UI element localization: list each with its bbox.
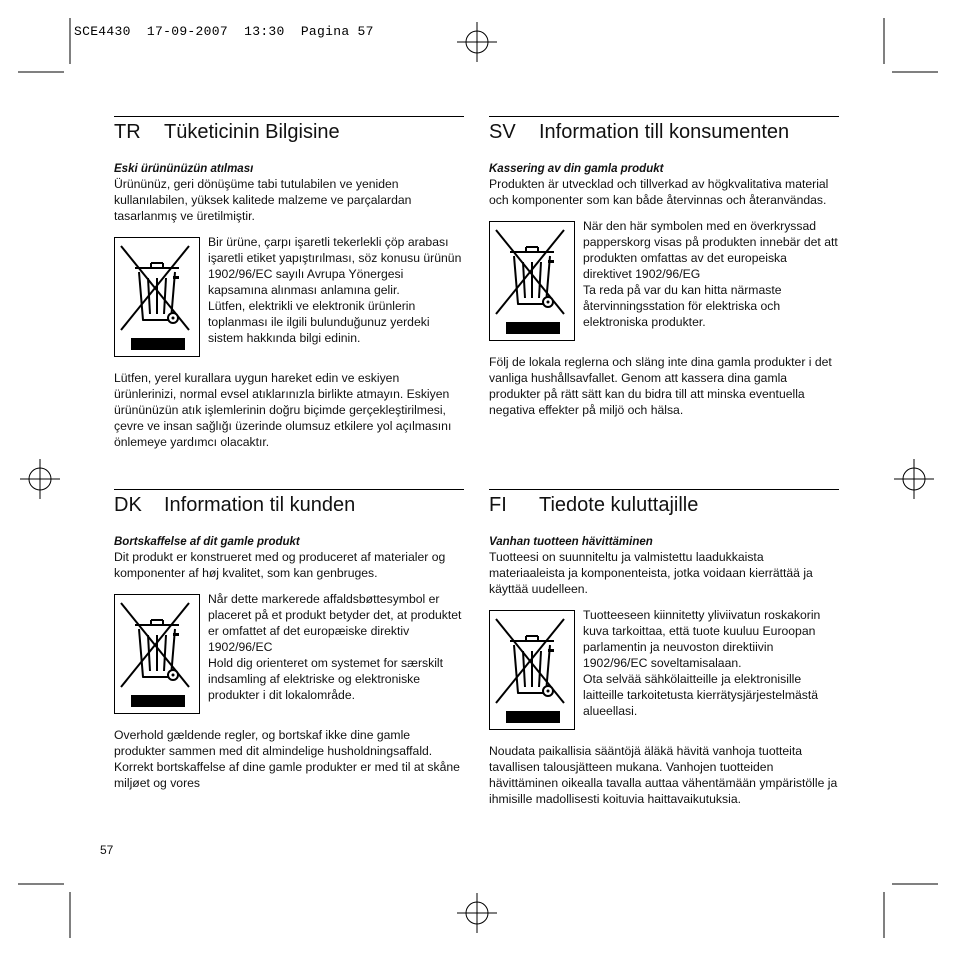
intro-paragraph: Ürününüz, geri dönüşüme tabi tutulabilen ve yeniden kullanılabilen, yüksek kalitede malzeme ve parçalardan tasarlanmış ve üretilmiştir. [114, 177, 412, 223]
symbol-block [114, 237, 464, 357]
section-heading [489, 489, 839, 530]
language-code: FI [489, 494, 507, 516]
language-code: DK [114, 494, 142, 516]
section-subtitle: Vanhan tuotteen hävittäminen [489, 536, 653, 548]
intro-paragraph: Tuotteesi on suunniteltu ja valmistettu laadukkaista materiaaleista ja komponenteista, jotka voidaan kierrättää ja käyttää uudelleen. [489, 550, 813, 596]
intro-paragraph: Dit produkt er konstrueret med og produceret af materialer og komponenter af høj kvalitet, som kan genbruges. [114, 550, 446, 580]
outro-paragraph: Overhold gældende regler, og bortskaf ikke dine gamle produkter sammen med dit almindelige husholdningsaffald. Korrekt bortskaffelse af dine gamle produkter er med til at skåne miljøet og vores [114, 728, 460, 790]
crossed-out-wheelie-bin-icon [114, 594, 200, 714]
page-number: 57 [100, 843, 114, 857]
section-title: Information till konsumenten [539, 121, 790, 143]
section-tr [114, 116, 464, 450]
section-title: Tiedote kuluttajille [539, 494, 699, 516]
registration-target-icon [20, 459, 60, 499]
symbol-block [114, 594, 464, 714]
symbol-paragraph: Bir ürüne, çarpı işaretli tekerlekli çöp arabası işaretli etiket yapıştırılması, söz konusu ürünün 1902/96/EC sayılı Avrupa Yönergesi kapsamına alınması anlamına gelir. Lütfen, elektrikli ve elektronik ürünlerin toplanması ile ilgili bulunduğunuz yerdeki sistem hakkında bilgi edinin. [208, 235, 462, 345]
section-subtitle: Bortskaffelse af dit gamle produkt [114, 536, 300, 548]
outro-paragraph: Lütfen, yerel kurallara uygun hareket edin ve eskiyen ürünlerinizi, normal evsel atıklarınızla birlikte atmayın. Eskiyen ürününüzün atık işlemlerinin doğru biçimde gerçekleştirilmesi, çevre ve insan sağlığı üzerinde olumsuz etkilere yol açılmasını önlemeye yardımcı olacaktır. [114, 371, 452, 449]
registration-target-icon [457, 22, 497, 62]
outro-paragraph: Följ de lokala reglerna och släng inte dina gamla produkter i det vanliga hushållsavfallet. Genom att kassera dina gamla produkter på rätt sätt kan du bidra till att minska eventuella negativa effekter på miljö och hälsa. [489, 355, 832, 417]
language-code: SV [489, 121, 516, 143]
section-subtitle: Kassering av din gamla produkt [489, 163, 664, 175]
symbol-block [489, 610, 839, 730]
symbol-paragraph: Når dette markerede affaldsbøttesymbol er placeret på et produkt betyder det, at produktet er omfattet af det europæiske direktiv 1902/96/EC Hold dig orienteret om systemet for særskilt indsamling af elektriske og elektroniske produkter i dit lokalområde. [208, 592, 462, 702]
language-code: TR [114, 121, 141, 143]
crossed-out-wheelie-bin-icon [489, 221, 575, 341]
section-dk [114, 489, 464, 791]
section-subtitle: Eski ürününüzün atılması [114, 163, 254, 175]
section-heading [114, 489, 464, 530]
section-heading [114, 116, 464, 157]
registration-target-icon [457, 893, 497, 933]
symbol-block [489, 221, 839, 341]
symbol-paragraph: När den här symbolen med en överkryssad papperskorg visas på produkten innebär det att produkten omfattas av det europeiska direktivet 1902/96/EG Ta reda på var du kan hitta närmaste återvinningsstation för elektriska och elektroniska produkter. [583, 219, 838, 329]
section-title: Information til kunden [164, 494, 356, 516]
crossed-out-wheelie-bin-icon [114, 237, 200, 357]
section-title: Tüketicinin Bilgisine [164, 121, 340, 143]
symbol-paragraph: Tuotteeseen kiinnitetty yliviivatun roskakorin kuva tarkoittaa, että tuote kuuluu Euroopan parlamentin ja neuvoston direktiivin 1902/96/EC soveltamisalaan. Ota selvää sähkölaitteille ja elektronisille laitteille tarkoitetusta kierrätysjärjestelmästä alueellasi. [583, 608, 821, 718]
intro-paragraph: Produkten är utvecklad och tillverkad av högkvalitativa material och komponenter som kan både återvinnas och återanvändas. [489, 177, 829, 207]
print-slug: SCE4430 17-09-2007 13:30 Pagina 57 [74, 24, 374, 39]
section-heading [489, 116, 839, 157]
outro-paragraph: Noudata paikallisia sääntöjä äläkä hävitä vanhoja tuotteita tavallisen talousjätteen mukana. Vanhojen tuotteiden hävittäminen oikealla tavalla auttaa vähentämään ympäristölle ja ihmisille madollisesti koituvia haittavaikutuksia. [489, 744, 838, 806]
registration-target-icon [894, 459, 934, 499]
section-fi [489, 489, 839, 807]
section-sv [489, 116, 839, 418]
crossed-out-wheelie-bin-icon [489, 610, 575, 730]
